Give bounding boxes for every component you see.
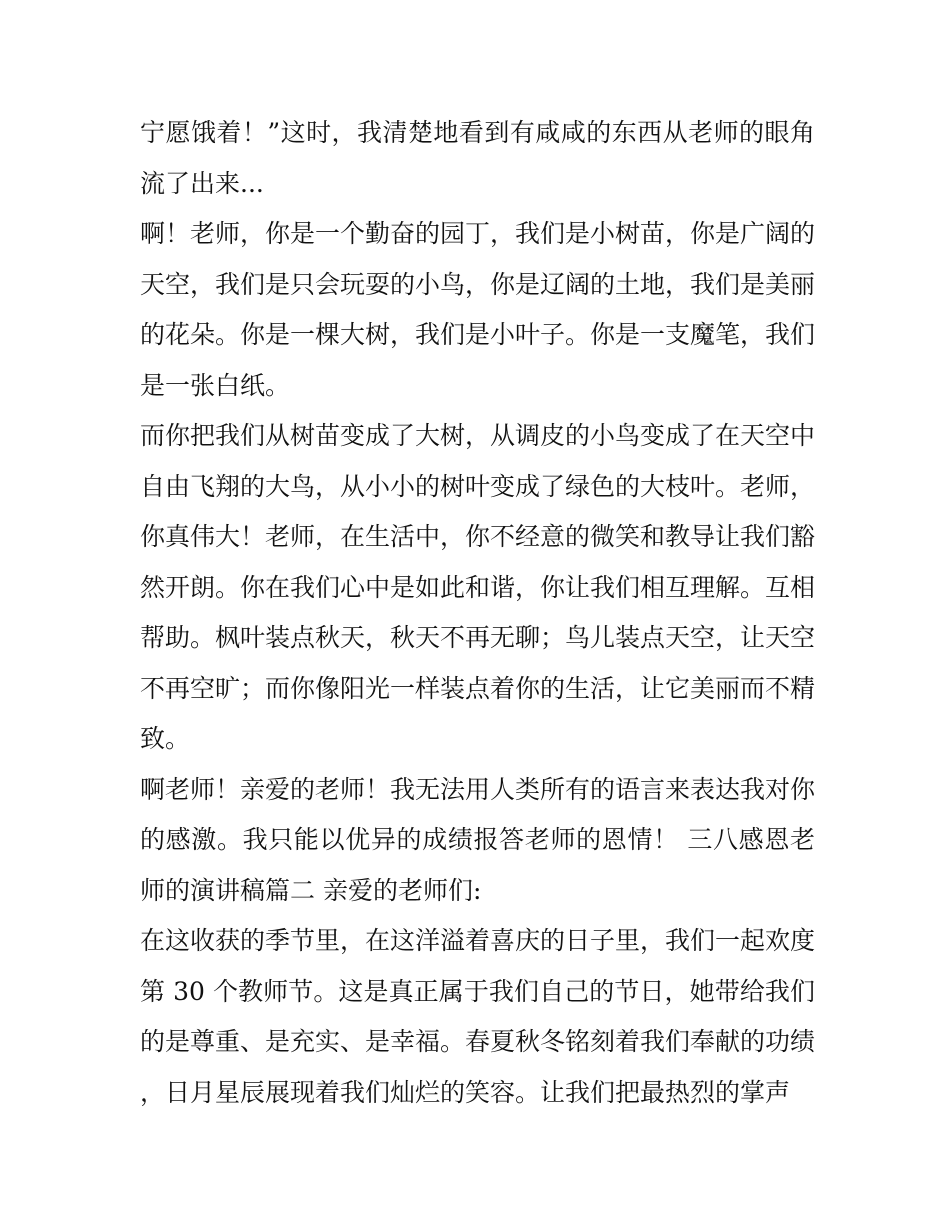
paragraph-4: 啊老师！亲爱的老师！我无法用人类所有的语言来表达我对你的感激。我只能以优异的成绩报答老师的恩情！ 三八感恩老师的演讲稿篇二 亲爱的老师们: bbox=[140, 774, 816, 905]
document-body bbox=[140, 108, 815, 1118]
paragraph-2: 啊！老师，你是一个勤奋的园丁，我们是小树苗，你是广阔的天空，我们是只会玩耍的小鸟，你是辽阔的土地，我们是美丽的花朵。你是一棵大树，我们是小叶子。你是一支魔笔，我们是一张白纸。 bbox=[140, 219, 816, 400]
paragraph-3: 而你把我们从树苗变成了大树，从调皮的小鸟变成了在天空中自由飞翔的大鸟，从小小的树叶变成了绿色的大枝叶。老师，你真伟大！老师，在生活中，你不经意的微笑和教导让我们豁然开朗。你在我们心中是如此和谐，你让我们相互理解。互相帮助。枫叶装点秋天，秋天不再无聊；鸟儿装点天空，让天空不再空旷；而你像阳光一样装点着你的生活，让它美丽而不精致。 bbox=[140, 421, 816, 753]
paragraph-1: 宁愿饿着！”这时，我清楚地看到有咸咸的东西从老师的眼角流了出来... bbox=[140, 118, 815, 198]
paragraph-5: 在这收获的季节里，在这洋溢着喜庆的日子里，我们一起欢度第 30 个教师节。这是真正属于我们自己的节日，她带给我们的是尊重、是充实、是幸福。春夏秋冬铭刻着我们奉献的功绩，日月星辰展现着我们灿烂的笑容。让我们把最热烈的掌声 bbox=[140, 926, 816, 1107]
